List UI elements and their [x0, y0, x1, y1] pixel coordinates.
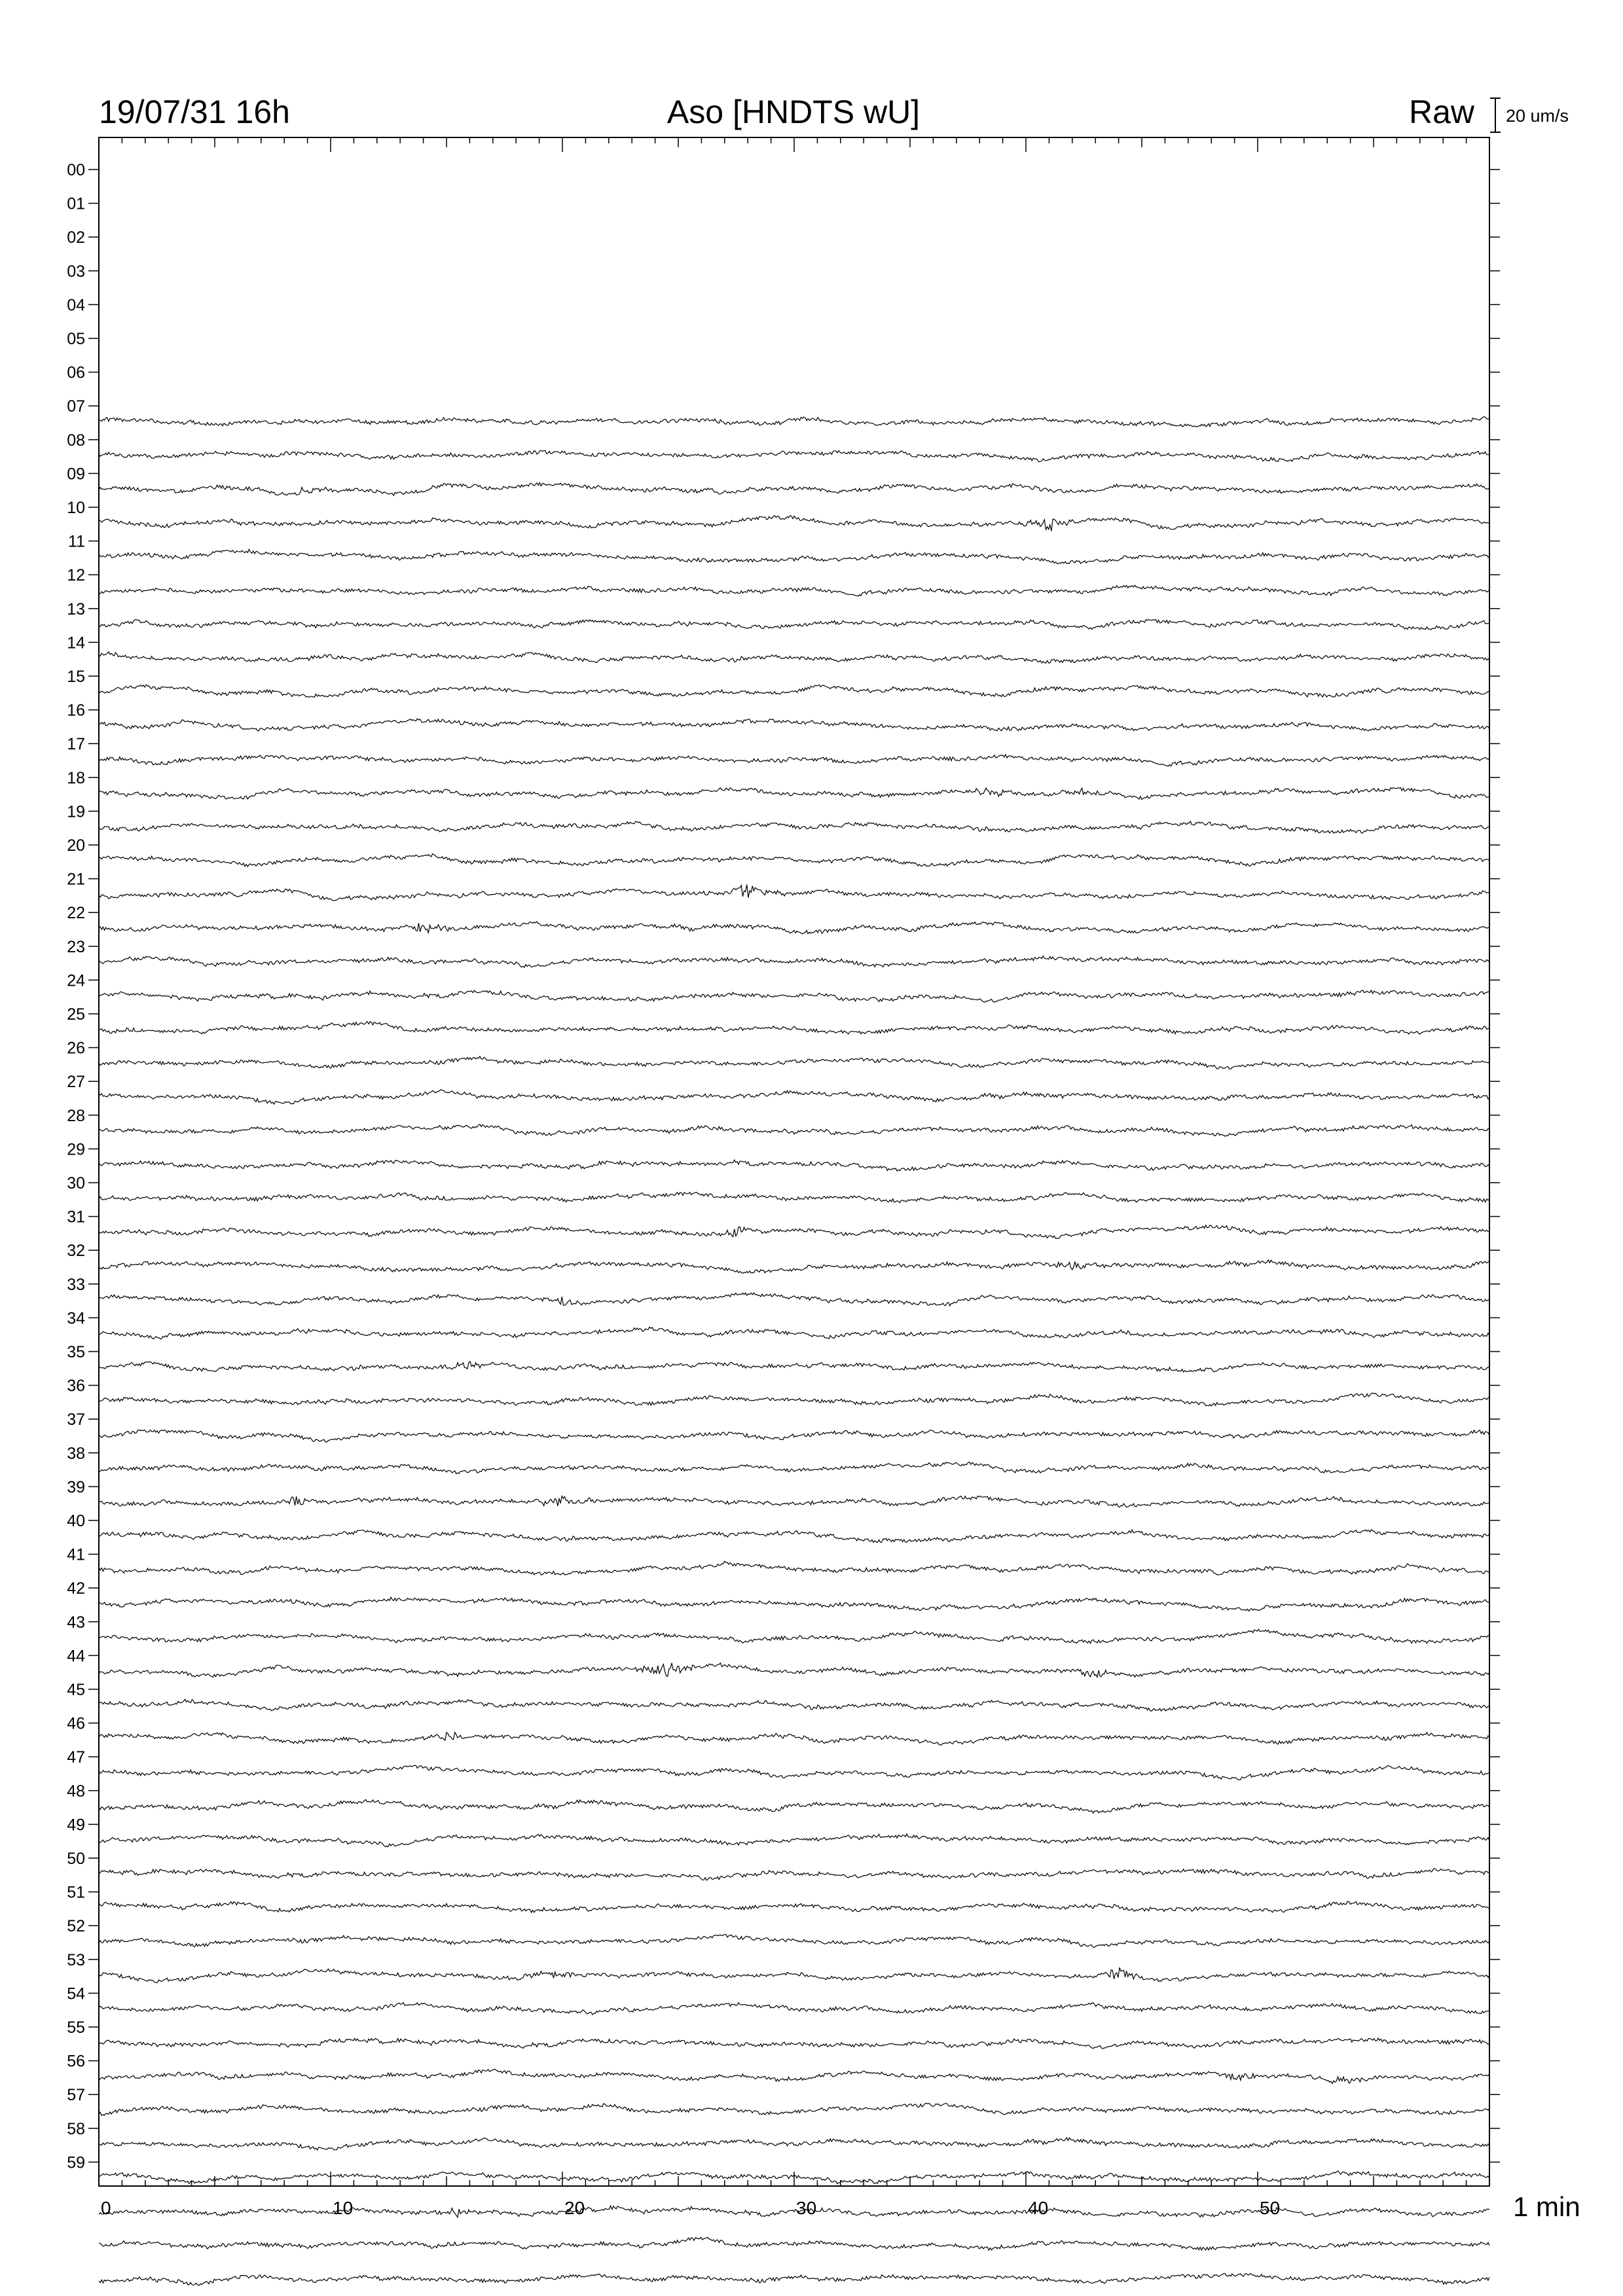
row-label: 08	[67, 431, 85, 450]
seismic-trace	[99, 1901, 1489, 1912]
seismic-trace	[99, 1056, 1489, 1069]
row-label: 12	[67, 566, 85, 585]
seismic-trace	[99, 1732, 1489, 1746]
row-label: 36	[67, 1376, 85, 1395]
seismic-trace	[99, 1834, 1489, 1847]
row-label: 57	[67, 2086, 85, 2105]
row-label: 26	[67, 1039, 85, 1058]
row-label: 32	[67, 1242, 85, 1261]
seismic-trace	[99, 549, 1489, 564]
x-unit-label: 1 min	[1513, 2191, 1580, 2222]
seismic-trace	[99, 1327, 1489, 1338]
row-label: 43	[67, 1613, 85, 1632]
seismic-trace	[99, 1260, 1489, 1273]
seismic-trace	[99, 1293, 1489, 1306]
row-label: 54	[67, 1984, 85, 2003]
row-label: 39	[67, 1478, 85, 1497]
seismic-trace	[99, 516, 1489, 531]
seismic-trace	[99, 1663, 1489, 1677]
row-label: 40	[67, 1512, 85, 1530]
seismic-trace	[99, 585, 1489, 596]
seismic-trace	[99, 1561, 1489, 1575]
seismic-trace	[99, 2237, 1489, 2250]
seismic-trace	[99, 2274, 1489, 2286]
seismic-trace	[99, 922, 1489, 934]
x-tick-label: 40	[1028, 2198, 1049, 2218]
row-label: 59	[67, 2153, 85, 2172]
row-label: 27	[67, 1073, 85, 1092]
plot-frame	[99, 137, 1489, 2186]
row-label: 31	[67, 1208, 85, 1227]
row-label: 21	[67, 870, 85, 889]
row-label: 52	[67, 1917, 85, 1936]
row-label: 14	[67, 634, 85, 653]
seismic-trace	[99, 1496, 1489, 1507]
row-label: 41	[67, 1545, 85, 1564]
row-label: 30	[67, 1174, 85, 1193]
mode-label: Raw	[1408, 94, 1474, 130]
row-label: 29	[67, 1140, 85, 1159]
row-label: 38	[67, 1444, 85, 1463]
row-label: 50	[67, 1850, 85, 1868]
row-label: 49	[67, 1816, 85, 1835]
seismic-trace	[99, 1597, 1489, 1611]
row-label: 24	[67, 971, 85, 990]
seismic-trace	[99, 2070, 1489, 2084]
row-label: 01	[67, 194, 85, 213]
row-label: 05	[67, 330, 85, 348]
x-tick-label: 50	[1260, 2198, 1281, 2218]
row-label: 45	[67, 1681, 85, 1699]
row-label: 09	[67, 465, 85, 484]
row-label: 13	[67, 600, 85, 619]
row-label: 02	[67, 228, 85, 247]
seismic-trace	[99, 652, 1489, 663]
seismic-trace	[99, 2038, 1489, 2049]
row-label: 55	[67, 2018, 85, 2037]
seismic-trace	[99, 1869, 1489, 1880]
row-label: 04	[67, 296, 85, 315]
seismic-trace	[99, 2003, 1489, 2015]
row-label: 48	[67, 1782, 85, 1801]
row-label: 17	[67, 735, 85, 754]
x-tick-label: 10	[333, 2198, 354, 2218]
row-label: 34	[67, 1309, 85, 1328]
seismic-trace	[99, 1462, 1489, 1474]
station-title: Aso [HNDTS wU]	[666, 94, 921, 130]
seismic-trace	[99, 1765, 1489, 1780]
seismic-trace	[99, 619, 1489, 630]
row-label: 11	[68, 532, 85, 551]
seismic-trace	[99, 1699, 1489, 1711]
seismic-trace	[99, 956, 1489, 967]
x-tick-label: 20	[564, 2198, 585, 2218]
seismic-trace	[99, 2138, 1489, 2150]
seismic-trace	[99, 854, 1489, 867]
row-label: 20	[67, 836, 85, 855]
seismic-trace	[99, 884, 1489, 901]
row-label: 25	[67, 1005, 85, 1024]
row-label: 56	[67, 2052, 85, 2071]
row-label: 47	[67, 1748, 85, 1767]
row-label: 28	[67, 1106, 85, 1125]
x-tick-label: 30	[796, 2198, 817, 2218]
row-label: 22	[67, 904, 85, 923]
row-label: 10	[67, 499, 85, 517]
row-label: 35	[67, 1343, 85, 1361]
row-label: 53	[67, 1950, 85, 1969]
seismic-trace	[99, 1629, 1489, 1643]
seismic-trace	[99, 1530, 1489, 1543]
row-label: 46	[67, 1714, 85, 1733]
seismic-trace	[99, 1430, 1489, 1442]
row-label: 00	[67, 161, 85, 179]
traces	[99, 417, 1489, 2286]
seismic-trace	[99, 1935, 1489, 1948]
seismic-trace	[99, 1090, 1489, 1104]
row-label: 37	[67, 1410, 85, 1429]
seismic-trace	[99, 755, 1489, 766]
seismic-trace	[99, 719, 1489, 731]
row-label: 07	[67, 397, 85, 416]
seismic-trace	[99, 2206, 1489, 2217]
datetime-label: 19/07/31 16h	[99, 94, 290, 130]
row-label: 42	[67, 1579, 85, 1598]
seismic-trace	[99, 417, 1489, 427]
row-label: 16	[67, 701, 85, 720]
seismic-trace	[99, 787, 1489, 799]
seismic-trace	[99, 685, 1489, 697]
row-label: 33	[67, 1275, 85, 1294]
row-labels	[67, 161, 85, 2172]
seismic-trace	[99, 482, 1489, 495]
seismic-trace	[99, 821, 1489, 833]
row-label: 23	[67, 937, 85, 956]
seismic-trace	[99, 1225, 1489, 1238]
seismic-trace	[99, 990, 1489, 1002]
seismic-trace	[99, 2103, 1489, 2115]
row-label: 15	[67, 668, 85, 686]
seismic-trace	[99, 1022, 1489, 1035]
seismic-trace	[99, 1800, 1489, 1814]
seismic-trace	[99, 1193, 1489, 1203]
row-label: 18	[67, 768, 85, 787]
seismic-trace	[99, 450, 1489, 461]
row-label: 06	[67, 363, 85, 382]
row-label: 19	[67, 802, 85, 821]
seismic-trace	[99, 1124, 1489, 1136]
row-label: 44	[67, 1647, 85, 1666]
seismic-trace	[99, 1393, 1489, 1406]
seismic-trace	[99, 1160, 1489, 1171]
seismic-trace	[99, 1361, 1489, 1372]
seismic-trace	[99, 1967, 1489, 1982]
row-label: 58	[67, 2119, 85, 2138]
axis-ticks	[88, 137, 1500, 2186]
row-label: 51	[67, 1883, 85, 1902]
scale-label: 20 um/s	[1506, 106, 1569, 126]
x-tick-label: 0	[101, 2198, 111, 2218]
row-label: 03	[67, 262, 85, 281]
scale-bar	[1490, 98, 1501, 132]
